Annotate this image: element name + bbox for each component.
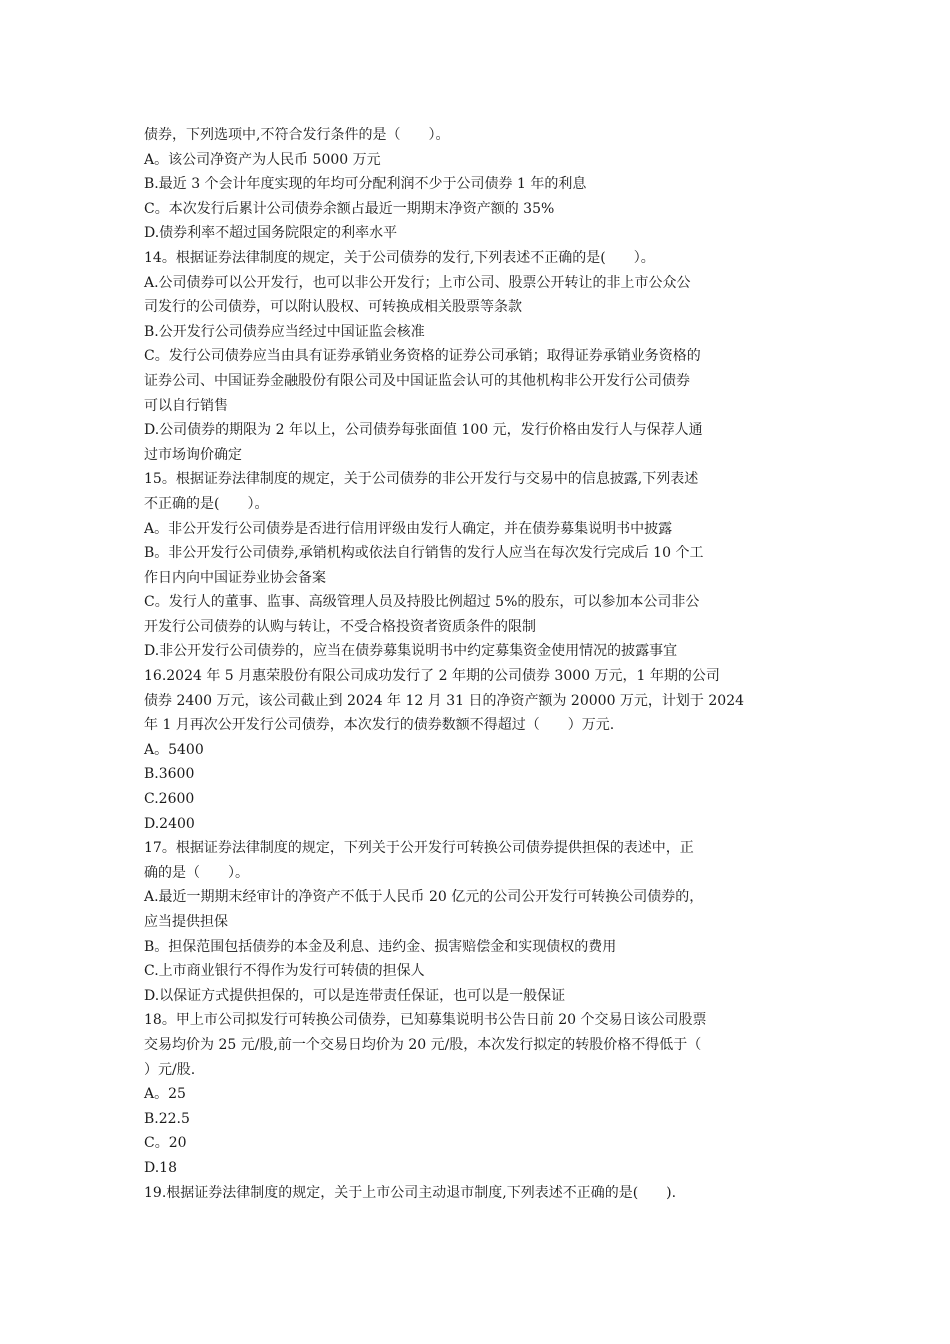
text-line: 司发行的公司债券，可以附认股权、可转换成相关股票等条款 xyxy=(144,299,522,316)
option-line: D.18 xyxy=(144,1159,177,1176)
text-line: 债券 2400 万元，该公司截止到 2024 年 12 月 31 日的净资产额为 20000 万元，计划于 2024 xyxy=(144,692,745,709)
question-18: 18。甲上市公司拟发行可转换公司债券，已知募集说明书公告日前 20 个交易日该公司股票 xyxy=(144,1012,707,1029)
option-line: C。发行公司债券应当由具有证券承销业务资格的证券公司承销；取得证券承销业务资格的 xyxy=(144,348,701,365)
text-line: ）元/股. xyxy=(144,1061,196,1078)
text-line: 确的是（ ）。 xyxy=(144,864,249,881)
text-line: 开发行公司债券的认购与转让，不受合格投资者资质条件的限制 xyxy=(144,618,536,635)
text-line: 应当提供担保 xyxy=(144,914,228,930)
option-line: C。20 xyxy=(144,1135,187,1152)
option-line: A。非公开发行公司债券是否进行信用评级由发行人确定，并在债券募集说明书中披露 xyxy=(144,520,673,537)
text-line: 交易均价为 25 元/股,前一个交易日均价为 20 元/股，本次发行拟定的转股价格不得低于（ xyxy=(144,1036,702,1053)
text-line: 年 1 月再次公开发行公司债券，本次发行的债券数额不得超过（ ）万元. xyxy=(144,717,615,734)
option-line: C.上市商业银行不得作为发行可转债的担保人 xyxy=(144,963,425,980)
option-line: B.最近 3 个会计年度实现的年均可分配利润不少于公司债券 1 年的利息 xyxy=(144,176,587,193)
option-line: A。该公司净资产为人民币 5000 万元 xyxy=(144,151,381,168)
text-line: 证券公司、中国证券金融股份有限公司及中国证监会认可的其他机构非公开发行公司债券 xyxy=(144,372,690,389)
text-line: 不正确的是( ）。 xyxy=(144,495,269,512)
question-16: 16.2024 年 5 月惠荣股份有限公司成功发行了 2 年期的公司债券 3000 万元，1 年期的公司 xyxy=(144,668,720,685)
option-line: B.公开发行公司债券应当经过中国证监会核准 xyxy=(144,323,425,340)
option-line: B。担保范围包括债券的本金及利息、违约金、损害赔偿金和实现债权的费用 xyxy=(144,938,617,955)
question-15: 15。根据证券法律制度的规定，关于公司债券的非公开发行与交易中的信息披露,下列表述 xyxy=(144,471,699,488)
option-line: A.最近一期期末经审计的净资产不低于人民币 20 亿元的公司公开发行可转换公司债券的， xyxy=(144,889,704,906)
text-line: 作日内向中国证券业协会备案 xyxy=(144,569,326,586)
option-line: C。发行人的董事、监事、高级管理人员及持股比例超过 5%的股东，可以参加本公司非公 xyxy=(144,594,700,611)
option-line: B.3600 xyxy=(144,766,195,783)
question-14: 14。根据证券法律制度的规定，关于公司债券的发行,下列表述不正确的是( ）。 xyxy=(144,249,655,266)
option-line: D.债券利率不超过国务院限定的利率水平 xyxy=(144,225,398,242)
document-page xyxy=(144,123,814,1205)
question-19: 19.根据证券法律制度的规定，关于上市公司主动退市制度,下列表述不正确的是( ). xyxy=(144,1184,677,1201)
option-line: C。本次发行后累计公司债券余额占最近一期期末净资产额的 35% xyxy=(144,200,555,217)
text-line: 债券，下列选项中,不符合发行条件的是（ ）。 xyxy=(144,127,450,143)
option-line: A.公司债券可以公开发行，也可以非公开发行；上市公司、股票公开转让的非上市公众公 xyxy=(144,274,691,291)
text-line: 可以自行销售 xyxy=(144,397,228,414)
option-line: B.22.5 xyxy=(144,1110,190,1127)
option-line: C.2600 xyxy=(144,791,195,808)
option-line: D.公司债券的期限为 2 年以上，公司债券每张面值 100 元，发行价格由发行人与保荐人通 xyxy=(144,422,703,439)
text-line: 过市场询价确定 xyxy=(144,446,242,463)
option-line: D.以保证方式提供担保的，可以是连带责任保证，也可以是一般保证 xyxy=(144,987,566,1004)
option-line: A。25 xyxy=(144,1086,186,1103)
option-line: D.2400 xyxy=(144,815,195,832)
option-line: B。非公开发行公司债券,承销机构或依法自行销售的发行人应当在每次发行完成后 10 个工 xyxy=(144,545,704,562)
option-line: A。5400 xyxy=(144,741,204,758)
question-17: 17。根据证券法律制度的规定，下列关于公开发行可转换公司债券提供担保的表述中，正 xyxy=(144,840,694,857)
option-line: D.非公开发行公司债券的，应当在债券募集说明书中约定募集资金使用情况的披露事宜 xyxy=(144,643,678,660)
